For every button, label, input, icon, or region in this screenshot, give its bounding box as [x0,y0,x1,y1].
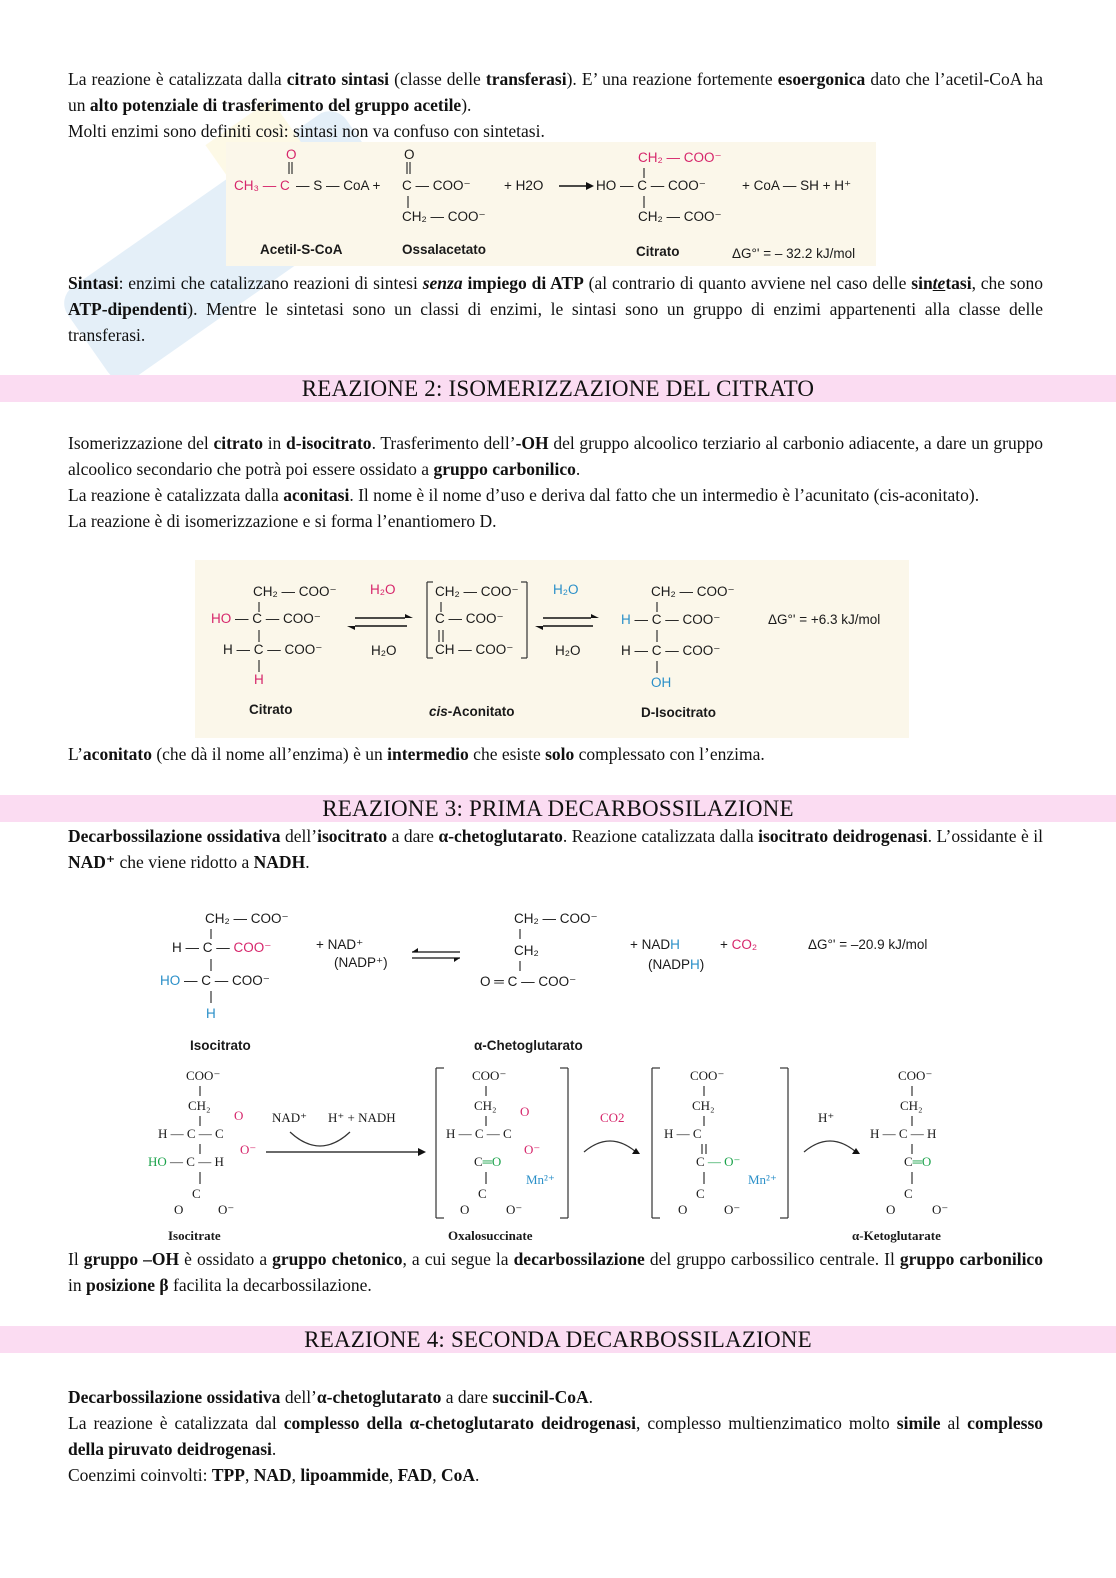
svg-text:O⁻: O⁻ [932,1202,949,1217]
svg-text:H₂O: H₂O [555,643,581,658]
svg-text:O⁻: O⁻ [724,1202,741,1217]
svg-text:CH₂ — COO⁻: CH₂ — COO⁻ [435,584,519,599]
isocitrato-label: D-Isocitrato [641,705,717,720]
svg-text:CH₂: CH₂ [900,1098,923,1113]
svg-text:CH₂: CH₂ [474,1098,497,1113]
svg-text:CH₂ — COO⁻: CH₂ — COO⁻ [638,209,722,224]
svg-text:COO⁻: COO⁻ [186,1068,221,1083]
svg-text:CH₂ — COO⁻: CH₂ — COO⁻ [651,584,735,599]
svg-text:H⁺ + NADH: H⁺ + NADH [328,1110,396,1125]
svg-text:C: C [478,1186,487,1201]
svg-text:CH₂ — COO⁻: CH₂ — COO⁻ [205,911,289,926]
paragraph-decarboxylation-2: Decarbossilazione ossidativa dell’α-chetoglutarato a dare succinil-CoA. [68,1387,593,1407]
cis-aconitato-label: cis-Aconitato [429,704,515,719]
svg-text:H — C: H — C [664,1126,702,1141]
svg-text:HO — C — H: HO — C — H [148,1154,224,1169]
svg-text:CH₂: CH₂ [188,1098,211,1113]
svg-text:H — C — H: H — C — H [870,1126,937,1141]
svg-text:C — O⁻: C — O⁻ [696,1154,741,1169]
svg-text:+ NAD⁺: + NAD⁺ [316,937,364,952]
svg-text:C═O: C═O [474,1154,502,1169]
svg-text:O: O [286,147,297,162]
svg-text:CH₂: CH₂ [692,1098,715,1113]
paragraph-isomerization: Isomerizzazione del citrato in d-isocitrato. Trasferimento dell’-OH del gruppo alcoolico terziario al carbonio adiacente, a dare un gruppo alcoolico secondario che potrà poi essere ossidato a gruppo carbonilico. La reazione è catalizzata dalla aconitasi. Il nome è il nome d’uso e deriva dal fatto che un intermedio è l’acunitato (cis-aconitato). La reazione è di isomerizzazione e si forma l’enantiomero D. [68,433,1043,531]
svg-text:H — C — C: H — C — C [158,1126,224,1141]
svg-text:ΔG°' = +6.3 kJ/mol: ΔG°' = +6.3 kJ/mol [768,612,881,627]
svg-text:O: O [460,1202,470,1217]
svg-text:O⁻: O⁻ [218,1202,235,1217]
svg-text:O⁻: O⁻ [524,1142,541,1157]
svg-text:(NADPH): (NADPH) [648,957,705,972]
isocitrato-label-2: Isocitrato [190,1038,251,1053]
svg-text:O: O [174,1202,184,1217]
paragraph-decarboxylation-1: Decarbossilazione ossidativa dell’isocitrato a dare α-chetoglutarato. Reazione catalizzata dalla isocitrato deidrogenasi. L’ossidante è il NAD⁺ che viene ridotto a NADH. [68,826,1043,872]
svg-text:H — C — COO⁻: H — C — COO⁻ [621,612,721,627]
svg-text:HO — C — COO⁻: HO — C — COO⁻ [211,611,321,626]
svg-text:HO — C — COO⁻: HO — C — COO⁻ [596,178,706,193]
svg-text:O⁻: O⁻ [240,1142,257,1157]
svg-text:H — C — C: H — C — C [446,1126,512,1141]
svg-text:CH₃ — C: CH₃ — C [234,178,290,193]
svg-text:OH: OH [651,675,672,690]
svg-text:C: C [904,1186,913,1201]
svg-text:O: O [520,1104,530,1119]
svg-text:+ NADH: + NADH [630,937,680,952]
svg-text:+ H2O: + H2O [504,178,544,193]
svg-text:CH₂ — COO⁻: CH₂ — COO⁻ [514,911,598,926]
isocitrate-label: Isocitrate [168,1228,221,1243]
paragraph-aconitato: L’aconitato (che dà il nome all’enzima) è un intermedio che esiste solo complessato con l’enzima. [68,744,765,764]
section-heading-reazione-3: REAZIONE 3: PRIMA DECARBOSSILAZIONE [0,795,1116,822]
svg-text:O⁻: O⁻ [506,1202,523,1217]
delta-g-label: ΔG°' = – 32.2 kJ/mol [732,246,856,261]
svg-text:+ CoA — SH + H⁺: + CoA — SH + H⁺ [742,178,852,193]
aconitase-reaction-figure [195,560,909,738]
svg-text:+ CO₂: + CO₂ [720,937,758,952]
svg-text:H₂O: H₂O [371,643,397,658]
svg-text:C — COO⁻: C — COO⁻ [402,178,471,193]
svg-text:C═O: C═O [904,1154,932,1169]
citrate-synthase-reaction-figure [226,142,876,266]
paragraph-sintasi: Sintasi: enzimi che catalizzano reazioni di sintesi senza impiego di ATP (al contrario di quanto avviene nel caso delle sintetasi, che sono ATP-dipendenti). Mentre le sintetasi sono un classi di enzimi, le sintasi sono un gruppo di enzimi appartenenti alla classe delle transferasi. [68,273,1043,345]
oxalosuccinate-mechanism-figure [140,1060,970,1248]
paragraph-oh-oxidation: Il gruppo –OH è ossidato a gruppo chetonico, a cui segue la decarbossilazione del gruppo carbossilico centrale. Il gruppo carbonilico in posizione β facilita la decarbossilazione. [68,1249,1043,1295]
svg-text:Mn²⁺: Mn²⁺ [748,1172,777,1187]
svg-text:COO⁻: COO⁻ [690,1068,725,1083]
section-heading-reazione-4: REAZIONE 4: SECONDA DECARBOSSILAZIONE [0,1326,1116,1353]
svg-text:H: H [206,1006,216,1021]
ketoglutarate-label: α-Ketoglutarate [852,1228,941,1243]
svg-text:— S — CoA +: — S — CoA + [296,178,381,193]
oxalosuccinate-label: Oxalosuccinate [448,1228,533,1243]
svg-text:H — C — COO⁻: H — C — COO⁻ [223,642,323,657]
svg-text:CH₂ — COO⁻: CH₂ — COO⁻ [638,150,722,165]
oxaloacetate-label: Ossalacetato [402,242,487,257]
svg-text:O ═ C — COO⁻: O ═ C — COO⁻ [480,974,577,989]
svg-text:O: O [678,1202,688,1217]
section-heading-reazione-2: REAZIONE 2: ISOMERIZZAZIONE DEL CITRATO [0,375,1116,402]
svg-text:CH₂: CH₂ [514,943,539,958]
paragraph-complex: La reazione è catalizzata dal complesso della α-chetoglutarato deidrogenasi, complesso multienzimatico molto simile al complesso della piruvato deidrogenasi. Coenzimi coinvolti: TPP, NAD, lipoammide, FAD, CoA. [68,1413,1043,1485]
svg-text:C: C [696,1186,705,1201]
svg-text:CH₂ — COO⁻: CH₂ — COO⁻ [253,584,337,599]
paragraph-citrate-synthase: La reazione è catalizzata dalla citrato sintasi (classe delle transferasi). E’ una reazione fortemente esoergonica dato che l’acetil-CoA ha un alto potenziale di trasferimento del gruppo acetile). Molti enzimi sono definiti così: sintasi non va confuso con sintetasi. [68,69,1043,141]
svg-text:H⁺: H⁺ [818,1110,835,1125]
svg-text:HO — C — COO⁻: HO — C — COO⁻ [160,973,270,988]
svg-text:H₂O: H₂O [553,582,579,597]
svg-text:CO2: CO2 [600,1110,625,1125]
svg-text:ΔG°' = –20.9 kJ/mol: ΔG°' = –20.9 kJ/mol [808,937,928,952]
isocitrate-dehydrogenase-reaction-figure [150,905,960,1055]
svg-text:H₂O: H₂O [370,582,396,597]
chetoglutarato-label: α-Chetoglutarato [474,1038,583,1053]
svg-text:C — COO⁻: C — COO⁻ [435,611,504,626]
svg-text:H — C — COO⁻: H — C — COO⁻ [621,643,721,658]
svg-text:O: O [404,147,415,162]
svg-text:COO⁻: COO⁻ [472,1068,507,1083]
svg-text:O: O [886,1202,896,1217]
svg-text:H: H [254,672,264,687]
svg-text:O: O [234,1108,244,1123]
svg-text:NAD⁺: NAD⁺ [272,1110,308,1125]
citrato-label: Citrato [249,702,293,717]
svg-text:CH₂ — COO⁻: CH₂ — COO⁻ [402,209,486,224]
svg-text:COO⁻: COO⁻ [898,1068,933,1083]
acetyl-coa-label: Acetil-S-CoA [260,242,343,257]
svg-text:Mn²⁺: Mn²⁺ [526,1172,555,1187]
svg-text:CH — COO⁻: CH — COO⁻ [435,642,514,657]
svg-text:C: C [192,1186,201,1201]
svg-text:H — C — COO⁻: H — C — COO⁻ [172,940,272,955]
citrate-label: Citrato [636,244,680,259]
svg-text:(NADP⁺): (NADP⁺) [334,955,388,970]
